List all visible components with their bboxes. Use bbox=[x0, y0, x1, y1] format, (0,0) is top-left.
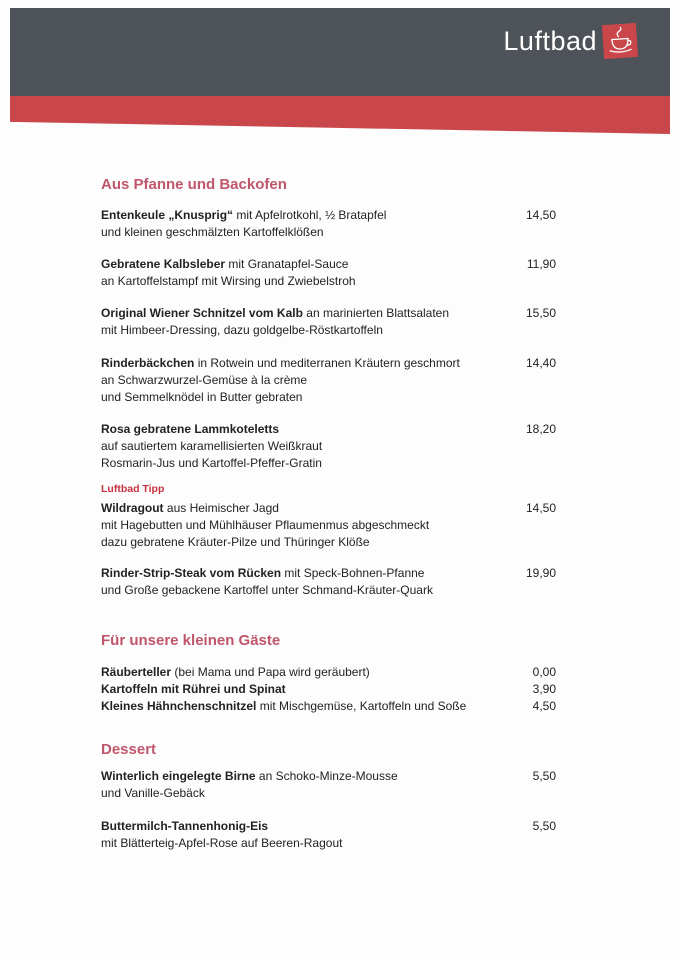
item-name: Rosa gebratene Lammkoteletts bbox=[101, 422, 280, 436]
item-name: Gebratene Kalbsleber bbox=[101, 257, 226, 271]
item-description-line: auf sautiertem karamellisierten Weißkraut bbox=[101, 439, 323, 453]
item-price: 11,90 bbox=[526, 257, 556, 271]
menu-item bbox=[101, 565, 556, 599]
section-title: Für unsere kleinen Gäste bbox=[101, 632, 281, 649]
item-first-line bbox=[101, 421, 556, 438]
item-first-line bbox=[101, 681, 556, 698]
item-name: Original Wiener Schnitzel vom Kalb bbox=[101, 306, 303, 320]
item-description: in Rotwein und mediterranen Kräutern geschmort bbox=[194, 356, 460, 370]
item-description-line: mit Blätterteig-Apfel-Rose auf Beeren-Ragout bbox=[101, 836, 343, 850]
item-price: 0,00 bbox=[532, 665, 556, 679]
item-first-line bbox=[101, 355, 556, 372]
item-first-line bbox=[101, 500, 556, 517]
item-description-line: an Schwarzwurzel-Gemüse à la crème bbox=[101, 373, 308, 387]
item-description-line: dazu gebratene Kräuter-Pilze und Thüringer Klöße bbox=[101, 535, 370, 549]
item-name: Winterlich eingelegte Birne bbox=[101, 769, 256, 783]
item-price: 5,50 bbox=[532, 819, 556, 833]
item-price: 3,90 bbox=[532, 682, 556, 696]
item-price: 4,50 bbox=[532, 699, 556, 713]
item-description: an marinierten Blattsalaten bbox=[302, 306, 450, 320]
item-description-line: und kleinen geschmälzten Kartoffelklößen bbox=[101, 225, 324, 239]
item-first-line bbox=[101, 664, 556, 681]
item-description-line: und Große gebackene Kartoffel unter Schmand-Kräuter-Quark bbox=[101, 583, 433, 597]
coffee-cup-icon bbox=[602, 23, 638, 59]
item-name: Entenkeule „Knusprig“ bbox=[101, 208, 234, 222]
item-description: (bei Mama und Papa wird geräubert) bbox=[171, 665, 370, 679]
item-first-line bbox=[101, 698, 556, 715]
menu-item bbox=[101, 500, 556, 551]
item-description: aus Heimischer Jagd bbox=[163, 501, 279, 515]
menu-item bbox=[101, 681, 556, 698]
item-first-line bbox=[101, 256, 556, 273]
section-title: Aus Pfanne und Backofen bbox=[101, 176, 287, 193]
tip-label: Luftbad Tipp bbox=[101, 483, 165, 495]
item-price: 14,50 bbox=[525, 501, 556, 515]
item-description-line: an Kartoffelstampf mit Wirsing und Zwiebelstroh bbox=[101, 274, 356, 288]
item-description: mit Speck-Bohnen-Pfanne bbox=[281, 566, 425, 580]
menu-item bbox=[101, 355, 556, 406]
item-description-line: mit Himbeer-Dressing, dazu goldgelbe-Röstkartoffeln bbox=[101, 323, 383, 337]
menu-item bbox=[101, 305, 556, 339]
item-price: 5,50 bbox=[532, 769, 556, 783]
item-description: mit Granatapfel-Sauce bbox=[225, 257, 349, 271]
item-price: 14,40 bbox=[525, 356, 556, 370]
item-description-line: und Vanille-Gebäck bbox=[101, 786, 205, 800]
item-first-line bbox=[101, 207, 556, 224]
item-price: 19,90 bbox=[525, 566, 556, 580]
menu-item bbox=[101, 818, 556, 852]
section-title: Dessert bbox=[101, 741, 157, 758]
item-description: mit Apfelrotkohl, ½ Bratapfel bbox=[233, 208, 387, 222]
item-description-line: mit Hagebutten und Mühlhäuser Pflaumenmus abgeschmeckt bbox=[101, 518, 430, 532]
header-red-stripe bbox=[10, 96, 670, 134]
item-description: an Schoko-Minze-Mousse bbox=[255, 769, 398, 783]
brand-name: Luftbad bbox=[503, 26, 597, 56]
item-name: Wildragout bbox=[101, 501, 164, 515]
item-name: Rinder-Strip-Steak vom Rücken bbox=[101, 566, 282, 580]
item-first-line bbox=[101, 768, 556, 785]
item-first-line bbox=[101, 305, 556, 322]
item-name: Kleines Hähnchenschnitzel bbox=[101, 699, 257, 713]
item-first-line bbox=[101, 565, 556, 582]
item-price: 18,20 bbox=[525, 422, 556, 436]
menu-item bbox=[101, 698, 556, 715]
menu-item bbox=[101, 768, 556, 802]
menu-item bbox=[101, 664, 556, 681]
item-name: Räuberteller bbox=[101, 665, 172, 679]
item-price: 15,50 bbox=[525, 306, 556, 320]
menu-item bbox=[101, 421, 556, 472]
menu-item bbox=[101, 256, 556, 290]
item-description-line: Rosmarin-Jus und Kartoffel-Pfeffer-Gratin bbox=[101, 456, 322, 470]
item-name: Kartoffeln mit Rührei und Spinat bbox=[101, 682, 286, 696]
item-first-line bbox=[101, 818, 556, 835]
item-price: 14,50 bbox=[525, 208, 556, 222]
item-description-line: und Semmelknödel in Butter gebraten bbox=[101, 390, 303, 404]
item-description: mit Mischgemüse, Kartoffeln und Soße bbox=[256, 699, 467, 713]
menu-item bbox=[101, 207, 556, 241]
item-name: Rinderbäckchen bbox=[101, 356, 195, 370]
item-name: Buttermilch-Tannenhonig-Eis bbox=[101, 819, 269, 833]
